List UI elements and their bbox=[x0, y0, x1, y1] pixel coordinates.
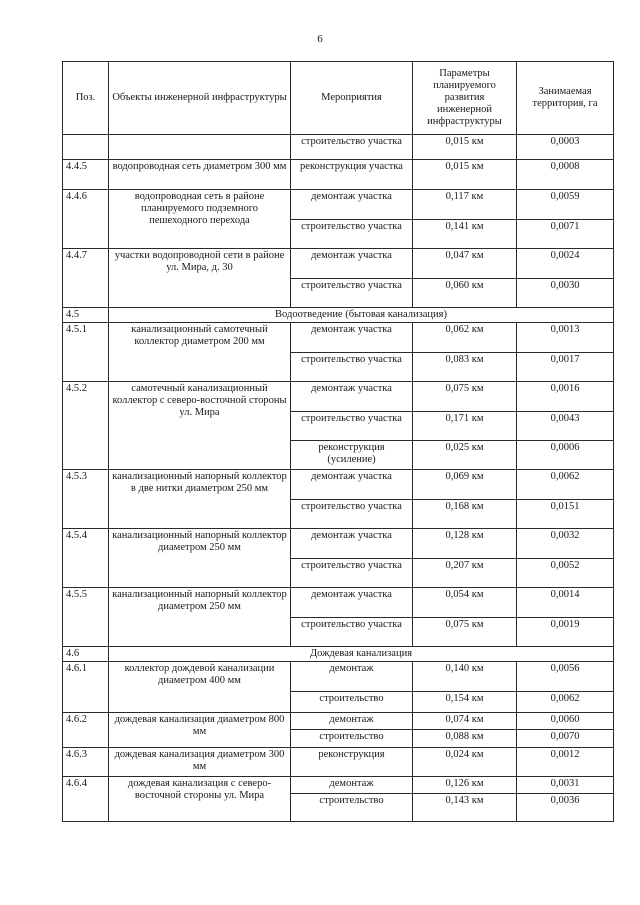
header-measure: Мероприятия bbox=[291, 62, 413, 135]
row-param: 0,015 км bbox=[413, 135, 517, 160]
row-param: 0,069 км bbox=[413, 470, 517, 500]
row-measure: демонтаж участка bbox=[291, 588, 413, 618]
row-pos: 4.6.3 bbox=[63, 748, 109, 777]
row-measure: строительство участка bbox=[291, 220, 413, 249]
row-param: 0,168 км bbox=[413, 500, 517, 529]
row-measure: демонтаж bbox=[291, 662, 413, 692]
table-row bbox=[63, 529, 614, 559]
row-object: водопроводная сеть в районе планируемого подземного пешеходного перехода bbox=[109, 190, 291, 249]
row-object: водопроводная сеть диаметром 300 мм bbox=[109, 160, 291, 190]
row-area: 0,0019 bbox=[517, 618, 614, 647]
row-area: 0,0006 bbox=[517, 441, 614, 470]
row-object: дождевая канализация диаметром 300 мм bbox=[109, 748, 291, 777]
row-area: 0,0062 bbox=[517, 470, 614, 500]
row-measure: демонтаж участка bbox=[291, 470, 413, 500]
row-measure: демонтаж участка bbox=[291, 190, 413, 220]
row-object: канализационный напорный коллектор диаметром 250 мм bbox=[109, 529, 291, 588]
row-param: 0,154 км bbox=[413, 692, 517, 713]
row-measure: демонтаж участка bbox=[291, 249, 413, 279]
row-area: 0,0003 bbox=[517, 135, 614, 160]
row-param: 0,075 км bbox=[413, 382, 517, 412]
table-row bbox=[63, 160, 614, 190]
row-param: 0,128 км bbox=[413, 529, 517, 559]
row-param: 0,140 км bbox=[413, 662, 517, 692]
table-row bbox=[63, 470, 614, 500]
row-pos: 4.6.2 bbox=[63, 713, 109, 748]
row-param: 0,015 км bbox=[413, 160, 517, 190]
row-measure: строительство bbox=[291, 692, 413, 713]
section-pos: 4.5 bbox=[63, 308, 109, 323]
row-area: 0,0008 bbox=[517, 160, 614, 190]
row-area: 0,0151 bbox=[517, 500, 614, 529]
row-pos: 4.5.4 bbox=[63, 529, 109, 588]
row-object: канализационный напорный коллектор диаметром 250 мм bbox=[109, 588, 291, 647]
row-area: 0,0036 bbox=[517, 794, 614, 822]
row-param: 0,088 км bbox=[413, 730, 517, 748]
table-row bbox=[63, 662, 614, 692]
row-param: 0,062 км bbox=[413, 323, 517, 353]
row-object bbox=[109, 135, 291, 160]
header-pos: Поз. bbox=[63, 62, 109, 135]
section-row bbox=[63, 308, 614, 323]
row-area: 0,0016 bbox=[517, 382, 614, 412]
table-row bbox=[63, 190, 614, 220]
row-area: 0,0024 bbox=[517, 249, 614, 279]
row-area: 0,0071 bbox=[517, 220, 614, 249]
row-param: 0,117 км bbox=[413, 190, 517, 220]
row-area: 0,0070 bbox=[517, 730, 614, 748]
row-measure: реконструкция (усиление) bbox=[291, 441, 413, 470]
row-object: дождевая канализация диаметром 800 мм bbox=[109, 713, 291, 748]
row-area: 0,0012 bbox=[517, 748, 614, 777]
row-pos: 4.5.3 bbox=[63, 470, 109, 529]
row-measure: строительство bbox=[291, 794, 413, 822]
row-param: 0,083 км bbox=[413, 353, 517, 382]
page-number: 6 bbox=[317, 33, 323, 45]
row-param: 0,054 км bbox=[413, 588, 517, 618]
infrastructure-table bbox=[62, 61, 614, 822]
section-pos: 4.6 bbox=[63, 647, 109, 662]
row-measure: демонтаж участка bbox=[291, 382, 413, 412]
row-area: 0,0017 bbox=[517, 353, 614, 382]
table-row bbox=[63, 748, 614, 777]
row-param: 0,047 км bbox=[413, 249, 517, 279]
row-measure: демонтаж bbox=[291, 777, 413, 794]
row-measure: строительство участка bbox=[291, 412, 413, 441]
section-row bbox=[63, 647, 614, 662]
table-body bbox=[63, 135, 614, 822]
row-measure: строительство участка bbox=[291, 135, 413, 160]
row-pos: 4.5.5 bbox=[63, 588, 109, 647]
row-pos: 4.4.7 bbox=[63, 249, 109, 308]
table-row bbox=[63, 323, 614, 353]
row-area: 0,0030 bbox=[517, 279, 614, 308]
row-area: 0,0014 bbox=[517, 588, 614, 618]
row-measure: строительство участка bbox=[291, 353, 413, 382]
row-area: 0,0060 bbox=[517, 713, 614, 730]
row-area: 0,0043 bbox=[517, 412, 614, 441]
row-param: 0,060 км bbox=[413, 279, 517, 308]
header-params: Параметры планируемого развития инженерной инфраструктуры bbox=[413, 62, 517, 135]
section-title: Дождевая канализация bbox=[109, 647, 614, 662]
row-area: 0,0032 bbox=[517, 529, 614, 559]
row-pos: 4.6.1 bbox=[63, 662, 109, 713]
row-param: 0,143 км bbox=[413, 794, 517, 822]
row-measure: строительство участка bbox=[291, 559, 413, 588]
row-pos: 4.5.1 bbox=[63, 323, 109, 382]
section-title: Водоотведение (бытовая канализация) bbox=[109, 308, 614, 323]
row-area: 0,0031 bbox=[517, 777, 614, 794]
row-pos bbox=[63, 135, 109, 160]
row-measure: демонтаж участка bbox=[291, 323, 413, 353]
header-object: Объекты инженерной инфраструктуры bbox=[109, 62, 291, 135]
row-measure: строительство участка bbox=[291, 500, 413, 529]
row-area: 0,0013 bbox=[517, 323, 614, 353]
row-param: 0,074 км bbox=[413, 713, 517, 730]
table-row bbox=[63, 249, 614, 279]
row-measure: реконструкция bbox=[291, 748, 413, 777]
row-pos: 4.5.2 bbox=[63, 382, 109, 470]
row-area: 0,0059 bbox=[517, 190, 614, 220]
row-area: 0,0056 bbox=[517, 662, 614, 692]
table-row bbox=[63, 382, 614, 412]
row-measure: демонтаж участка bbox=[291, 529, 413, 559]
table-row bbox=[63, 777, 614, 794]
row-measure: строительство участка bbox=[291, 618, 413, 647]
header-area: Занимаемая территория, га bbox=[517, 62, 614, 135]
table-row bbox=[63, 713, 614, 730]
row-param: 0,126 км bbox=[413, 777, 517, 794]
row-object: канализационный напорный коллектор в две нитки диаметром 250 мм bbox=[109, 470, 291, 529]
row-pos: 4.6.4 bbox=[63, 777, 109, 822]
row-param: 0,141 км bbox=[413, 220, 517, 249]
table-header bbox=[63, 62, 614, 135]
row-object: канализационный самотечный коллектор диаметром 200 мм bbox=[109, 323, 291, 382]
row-measure: демонтаж bbox=[291, 713, 413, 730]
row-measure: реконструкция участка bbox=[291, 160, 413, 190]
row-param: 0,024 км bbox=[413, 748, 517, 777]
table-row bbox=[63, 135, 614, 160]
row-object: самотечный канализационный коллектор с северо-восточной стороны ул. Мира bbox=[109, 382, 291, 470]
row-param: 0,025 км bbox=[413, 441, 517, 470]
table-row bbox=[63, 588, 614, 618]
row-measure: строительство участка bbox=[291, 279, 413, 308]
row-param: 0,207 км bbox=[413, 559, 517, 588]
row-object: участки водопроводной сети в районе ул. Мира, д. 30 bbox=[109, 249, 291, 308]
row-param: 0,171 км bbox=[413, 412, 517, 441]
row-area: 0,0062 bbox=[517, 692, 614, 713]
row-param: 0,075 км bbox=[413, 618, 517, 647]
row-area: 0,0052 bbox=[517, 559, 614, 588]
row-object: дождевая канализация с северо-восточной стороны ул. Мира bbox=[109, 777, 291, 822]
row-object: коллектор дождевой канализации диаметром 400 мм bbox=[109, 662, 291, 713]
row-pos: 4.4.6 bbox=[63, 190, 109, 249]
row-pos: 4.4.5 bbox=[63, 160, 109, 190]
row-measure: строительство bbox=[291, 730, 413, 748]
